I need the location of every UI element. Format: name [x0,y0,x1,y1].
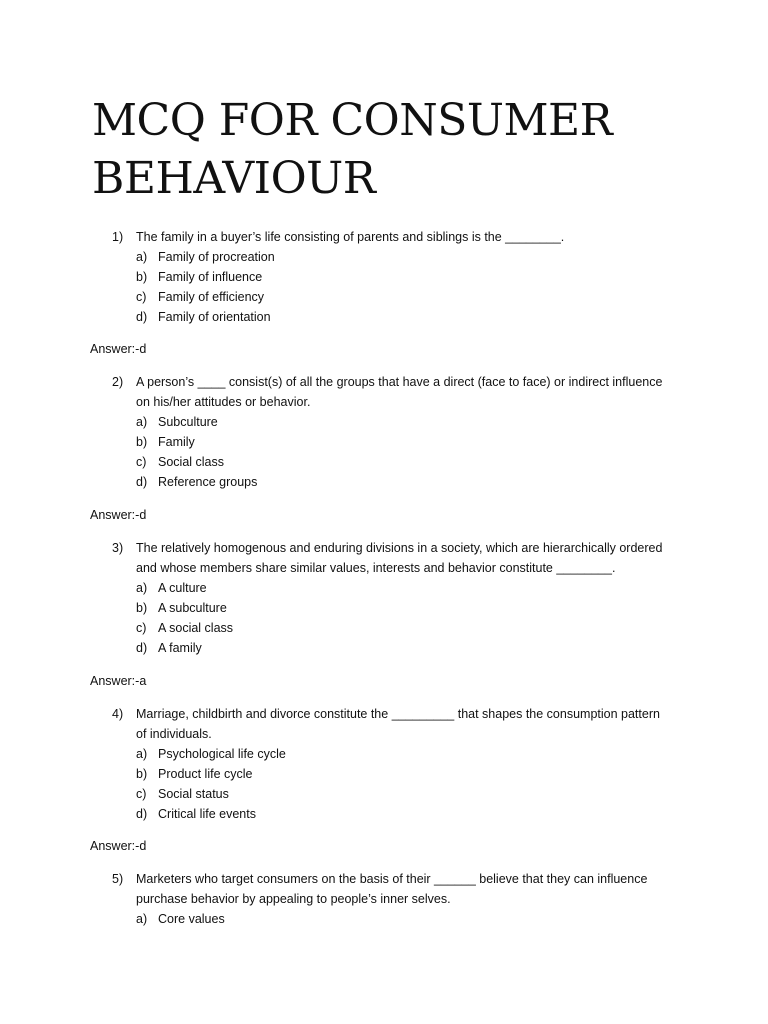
option-a [0,909,768,929]
option-text: A family [158,641,202,655]
option-text: A subculture [158,601,227,615]
option-c [0,618,768,638]
option-text: Social status [158,787,229,801]
option-letter: b) [136,435,148,449]
option-letter: a) [136,250,148,264]
option-letter: b) [136,270,148,284]
question-number: 4) [112,707,124,721]
option-text: Family of procreation [158,250,275,264]
question-text: A person’s ____ consist(s) of all the groups that have a direct (face to face) or indirect influence [136,375,663,389]
option-a [0,412,768,432]
option-c [0,287,768,307]
question-3 [0,538,768,658]
option-d [0,804,768,824]
title-line-1: MCQ FOR CONSUMER [92,95,613,146]
option-letter: c) [136,290,147,304]
question-text-continued: and whose members share similar values, interests and behavior constitute ________. [136,561,616,575]
question-number: 1) [112,230,124,244]
option-text: Social class [158,455,224,469]
option-b [0,598,768,618]
option-text: Family of efficiency [158,290,265,304]
question-5 [0,869,768,929]
question-text-continued: on his/her attitudes or behavior. [136,395,311,409]
option-text: Family of orientation [158,310,271,324]
page-title [92,92,712,208]
question-text-continued: of individuals. [136,727,212,741]
option-a [0,247,768,267]
option-letter: b) [136,601,148,615]
question-text: The family in a buyer’s life consisting of parents and siblings is the ________. [136,230,565,244]
question-number: 3) [112,541,124,555]
option-b [0,764,768,784]
option-text: Psychological life cycle [158,747,286,761]
answer-1: Answer:-d [90,342,147,356]
option-letter: a) [136,747,148,761]
option-letter: d) [136,641,148,655]
option-letter: c) [136,787,147,801]
option-text: A social class [158,621,234,635]
title-line-2: BEHAVIOUR [92,153,376,204]
option-letter: a) [136,581,148,595]
option-letter: b) [136,767,148,781]
option-text: Subculture [158,415,218,429]
option-b [0,432,768,452]
option-text: A culture [158,581,207,595]
question-text: The relatively homogenous and enduring divisions in a society, which are hierarchically ordered [136,541,663,555]
option-c [0,452,768,472]
option-letter: c) [136,455,147,469]
option-letter: d) [136,475,148,489]
option-text: Product life cycle [158,767,253,781]
question-2 [0,372,768,492]
option-c [0,784,768,804]
option-letter: d) [136,807,148,821]
answer-2: Answer:-d [90,508,147,522]
option-text: Critical life events [158,807,256,821]
option-letter: a) [136,912,148,926]
question-4 [0,704,768,824]
option-letter: c) [136,621,147,635]
option-b [0,267,768,287]
question-number: 2) [112,375,124,389]
option-a [0,578,768,598]
option-d [0,472,768,492]
option-text: Core values [158,912,225,926]
option-letter: d) [136,310,148,324]
question-text-continued: purchase behavior by appealing to people’s inner selves. [136,892,451,906]
answer-4: Answer:-d [90,839,147,853]
option-d [0,638,768,658]
question-text: Marriage, childbirth and divorce constitute the _________ that shapes the consumption pattern [136,707,660,721]
option-text: Family [158,435,195,449]
option-d [0,307,768,327]
option-text: Reference groups [158,475,258,489]
option-text: Family of influence [158,270,263,284]
question-number: 5) [112,872,124,886]
question-text: Marketers who target consumers on the basis of their ______ believe that they can influence [136,872,648,886]
answer-3: Answer:-a [90,674,147,688]
question-1 [0,227,768,327]
option-a [0,744,768,764]
option-letter: a) [136,415,148,429]
